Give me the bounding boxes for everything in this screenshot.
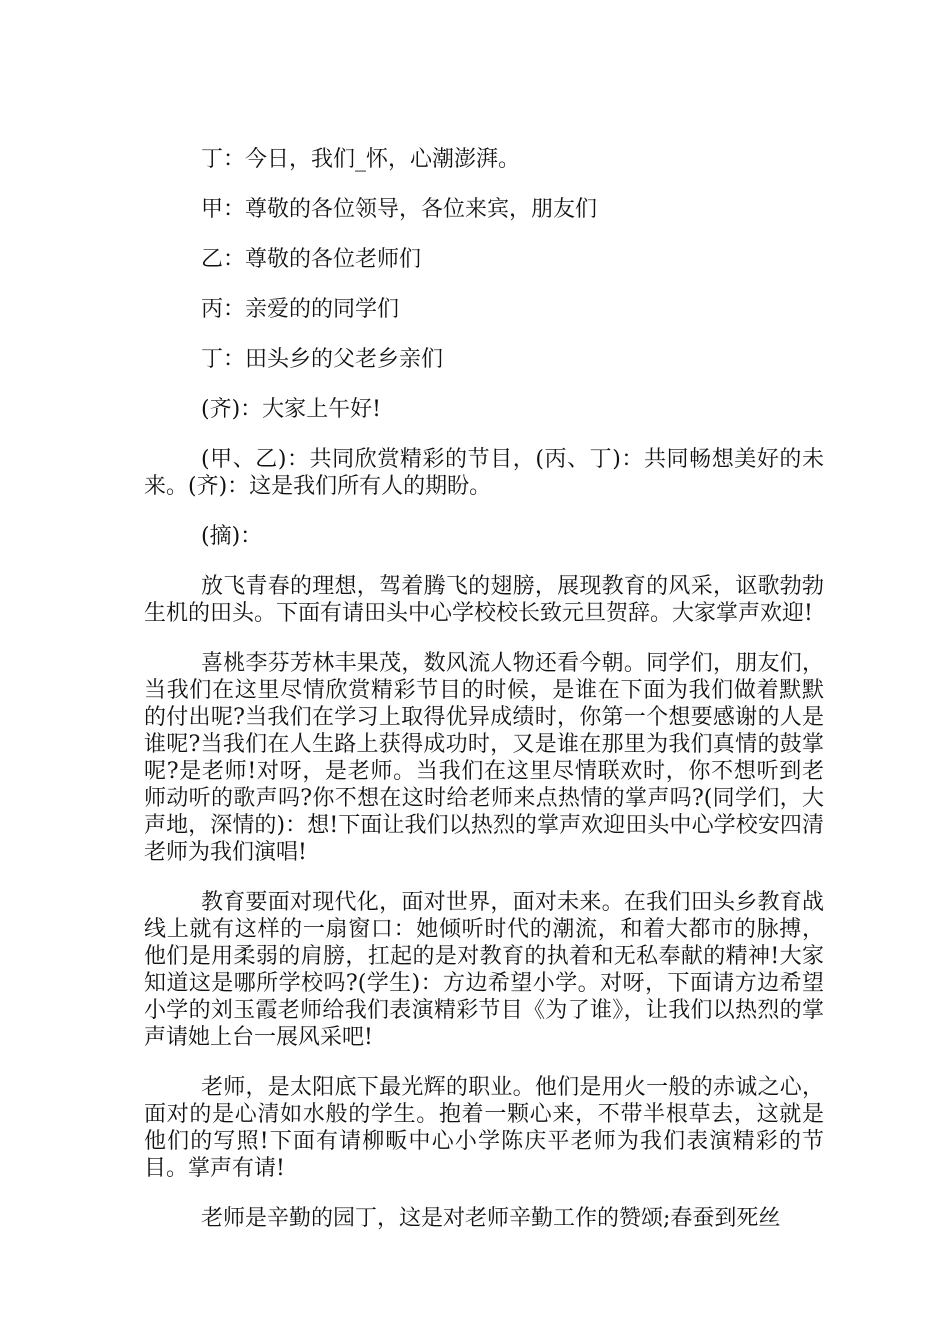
script-line-jia-greeting: 甲：尊敬的各位领导，各位来宾，朋友们 — [201, 197, 598, 222]
script-line-all-greeting: (齐)：大家上午好! — [201, 397, 382, 422]
paragraph-teacher-tribute: 老师，是太阳底下最光辉的职业。他们是用火一般的赤诚之心，面对的是心清如水般的学生。抱着一颗心来，不带半根草去，这就是他们的写照!下面有请柳畈中心小学陈庆平老师为我们表演精彩的节目。掌声有请! — [144, 1075, 824, 1181]
script-line-joint: (甲、乙)：共同欣赏精彩的节目，(丙、丁)：共同畅想美好的未来。(齐)：这是我们所有人的期盼。 — [144, 447, 824, 499]
script-line-ding-greeting: 丁：田头乡的父老乡亲们 — [201, 347, 444, 372]
paragraph-song-intro: 喜桃李芬芳林丰果茂，数风流人物还看今朝。同学们，朋友们，当我们在这里尽情欣赏精彩节目的时候，是谁在下面为我们做着默默的付出呢?当我们在学习上取得优异成绩时，你第一个想要感谢的人是谁呢?当我们在人生路上获得成功时，又是谁在那里为我们真情的鼓掌呢?是老师!对呀，是老师。当我们在这里尽情联欢时，你不想听到老师动听的歌声吗?你不想在这时给老师来点热情的掌声吗?(同学们，大声地，深情的)：想!下面让我们以热烈的掌声欢迎田头中心学校安四清老师为我们演唱! — [144, 651, 824, 865]
document-body — [144, 146, 824, 1232]
script-line-bing-greeting: 丙：亲爱的的同学们 — [201, 297, 400, 322]
excerpt-label: (摘)： — [201, 524, 263, 549]
script-line-ding-opening: 丁：今日，我们_怀，心潮澎湃。 — [201, 147, 521, 172]
paragraph-school-intro: 教育要面对现代化，面对世界，面对未来。在我们田头乡教育战线上就有这样的一扇窗口：她倾听时代的潮流，和着大都市的脉搏，他们是用柔弱的肩膀，扛起的是对教育的执着和无私奉献的精神!大家知道这是哪所学校吗?(学生)：方边希望小学。对呀，下面请方边希望小学的刘玉霞老师给我们表演精彩节目《为了谁》，让我们以热烈的掌声请她上台一展风采吧! — [144, 890, 824, 1050]
script-line-yi-greeting: 乙：尊敬的各位老师们 — [201, 247, 422, 272]
paragraph-gardener: 老师是辛勤的园丁，这是对老师辛勤工作的赞颂;春蚕到死丝 — [201, 1206, 781, 1231]
paragraph-principal-speech: 放飞青春的理想，驾着腾飞的翅膀，展现教育的风采，讴歌勃勃生机的田头。下面有请田头中心学校校长致元旦贺辞。大家掌声欢迎! — [144, 574, 824, 626]
